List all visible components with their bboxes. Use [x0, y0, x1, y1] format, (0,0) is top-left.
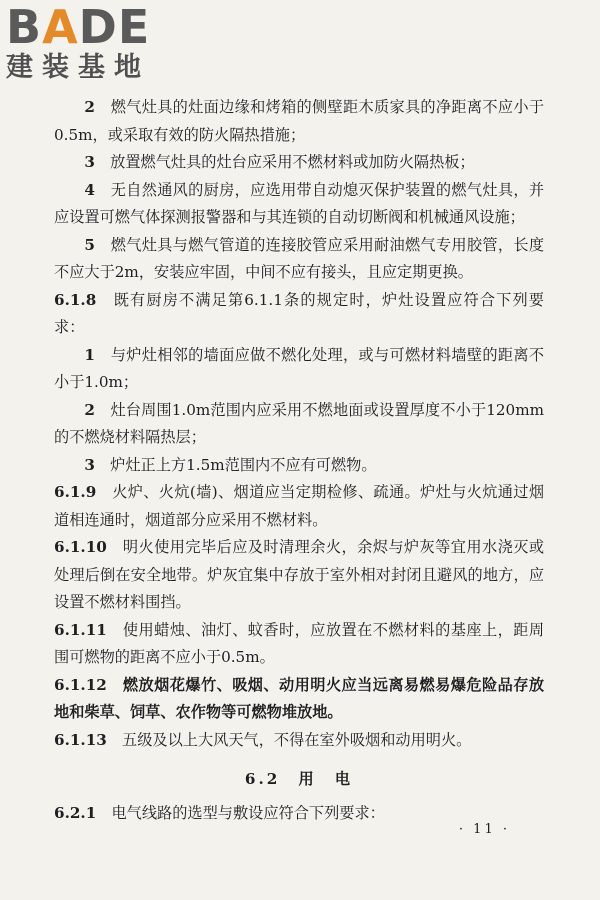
clause-6-1-8: 6.1.8 既有厨房不满足第6.1.1条的规定时，炉灶设置应符合下列要求：	[54, 290, 544, 336]
clause-item: 2 燃气灶具的灶面边缘和烤箱的侧壁距木质家具的净距离不应小于0.5m，或采取有效的防火隔热措施；	[54, 98, 545, 144]
clause-6-1-9: 6.1.9 火炉、火炕(墙)、烟道应当定期检修、疏通。炉灶与火炕通过烟道相连通时，烟道部分应采用不燃材料。	[54, 483, 545, 529]
clause-item: 2 灶台周围1.0m范围内应采用不燃地面或设置厚度不小于120mm的不燃烧材料隔热层；	[54, 400, 544, 446]
clause-6-2-1: 6.2.1 电气线路的选型与敷设应符合下列要求：	[54, 803, 385, 822]
clause-item: 3 放置燃气灶具的灶台应采用不燃材料或加防火隔热板；	[84, 153, 475, 171]
page-number: · 11 ·	[458, 822, 510, 837]
logo-subtitle: 建装基地	[6, 52, 150, 83]
section-heading: 6.2 用 电	[244, 770, 354, 788]
clause-6-1-13: 6.1.13 五级及以上大风天气，不得在室外吸烟和动用明火。	[54, 730, 472, 749]
document-body	[54, 94, 544, 827]
clause-item: 4 无自然通风的厨房，应选用带自动熄灭保护装置的燃气灶具，并应设置可燃气体探测报警器和与其连锁的自动切断阀和机械通风设施；	[54, 180, 545, 226]
brand-logo	[6, 0, 176, 88]
clause-6-1-11: 6.1.11 使用蜡烛、油灯、蚊香时，应放置在不燃材料的基座上，距周围可燃物的距离不应小于0.5m。	[54, 620, 545, 666]
clause-6-1-10: 6.1.10 明火使用完毕后应及时清理余火，余烬与炉灰等宜用水浇灭或处理后倒在安全地带。炉灰宜集中存放于室外相对封闭且避风的地方，应设置不燃材料围挡。	[54, 538, 545, 611]
clause-item: 3 炉灶正上方1.5m范围内不应有可燃物。	[84, 455, 377, 474]
clause-6-1-12: 6.1.12 燃放烟花爆竹、吸烟、动用明火应当远离易燃易爆危险品存放地和柴草、饲草、农作物等可燃物堆放地。	[54, 675, 545, 721]
logo-wordmark: BADE	[6, 0, 151, 54]
clause-item: 1 与炉灶相邻的墙面应做不燃化处理，或与可燃材料墙壁的距离不小于1.0m；	[54, 345, 545, 391]
clause-item: 5 燃气灶具与燃气管道的连接胶管应采用耐油燃气专用胶管，长度不应大于2m，安装应牢固，中间不应有接头，且应定期更换。	[54, 235, 545, 281]
